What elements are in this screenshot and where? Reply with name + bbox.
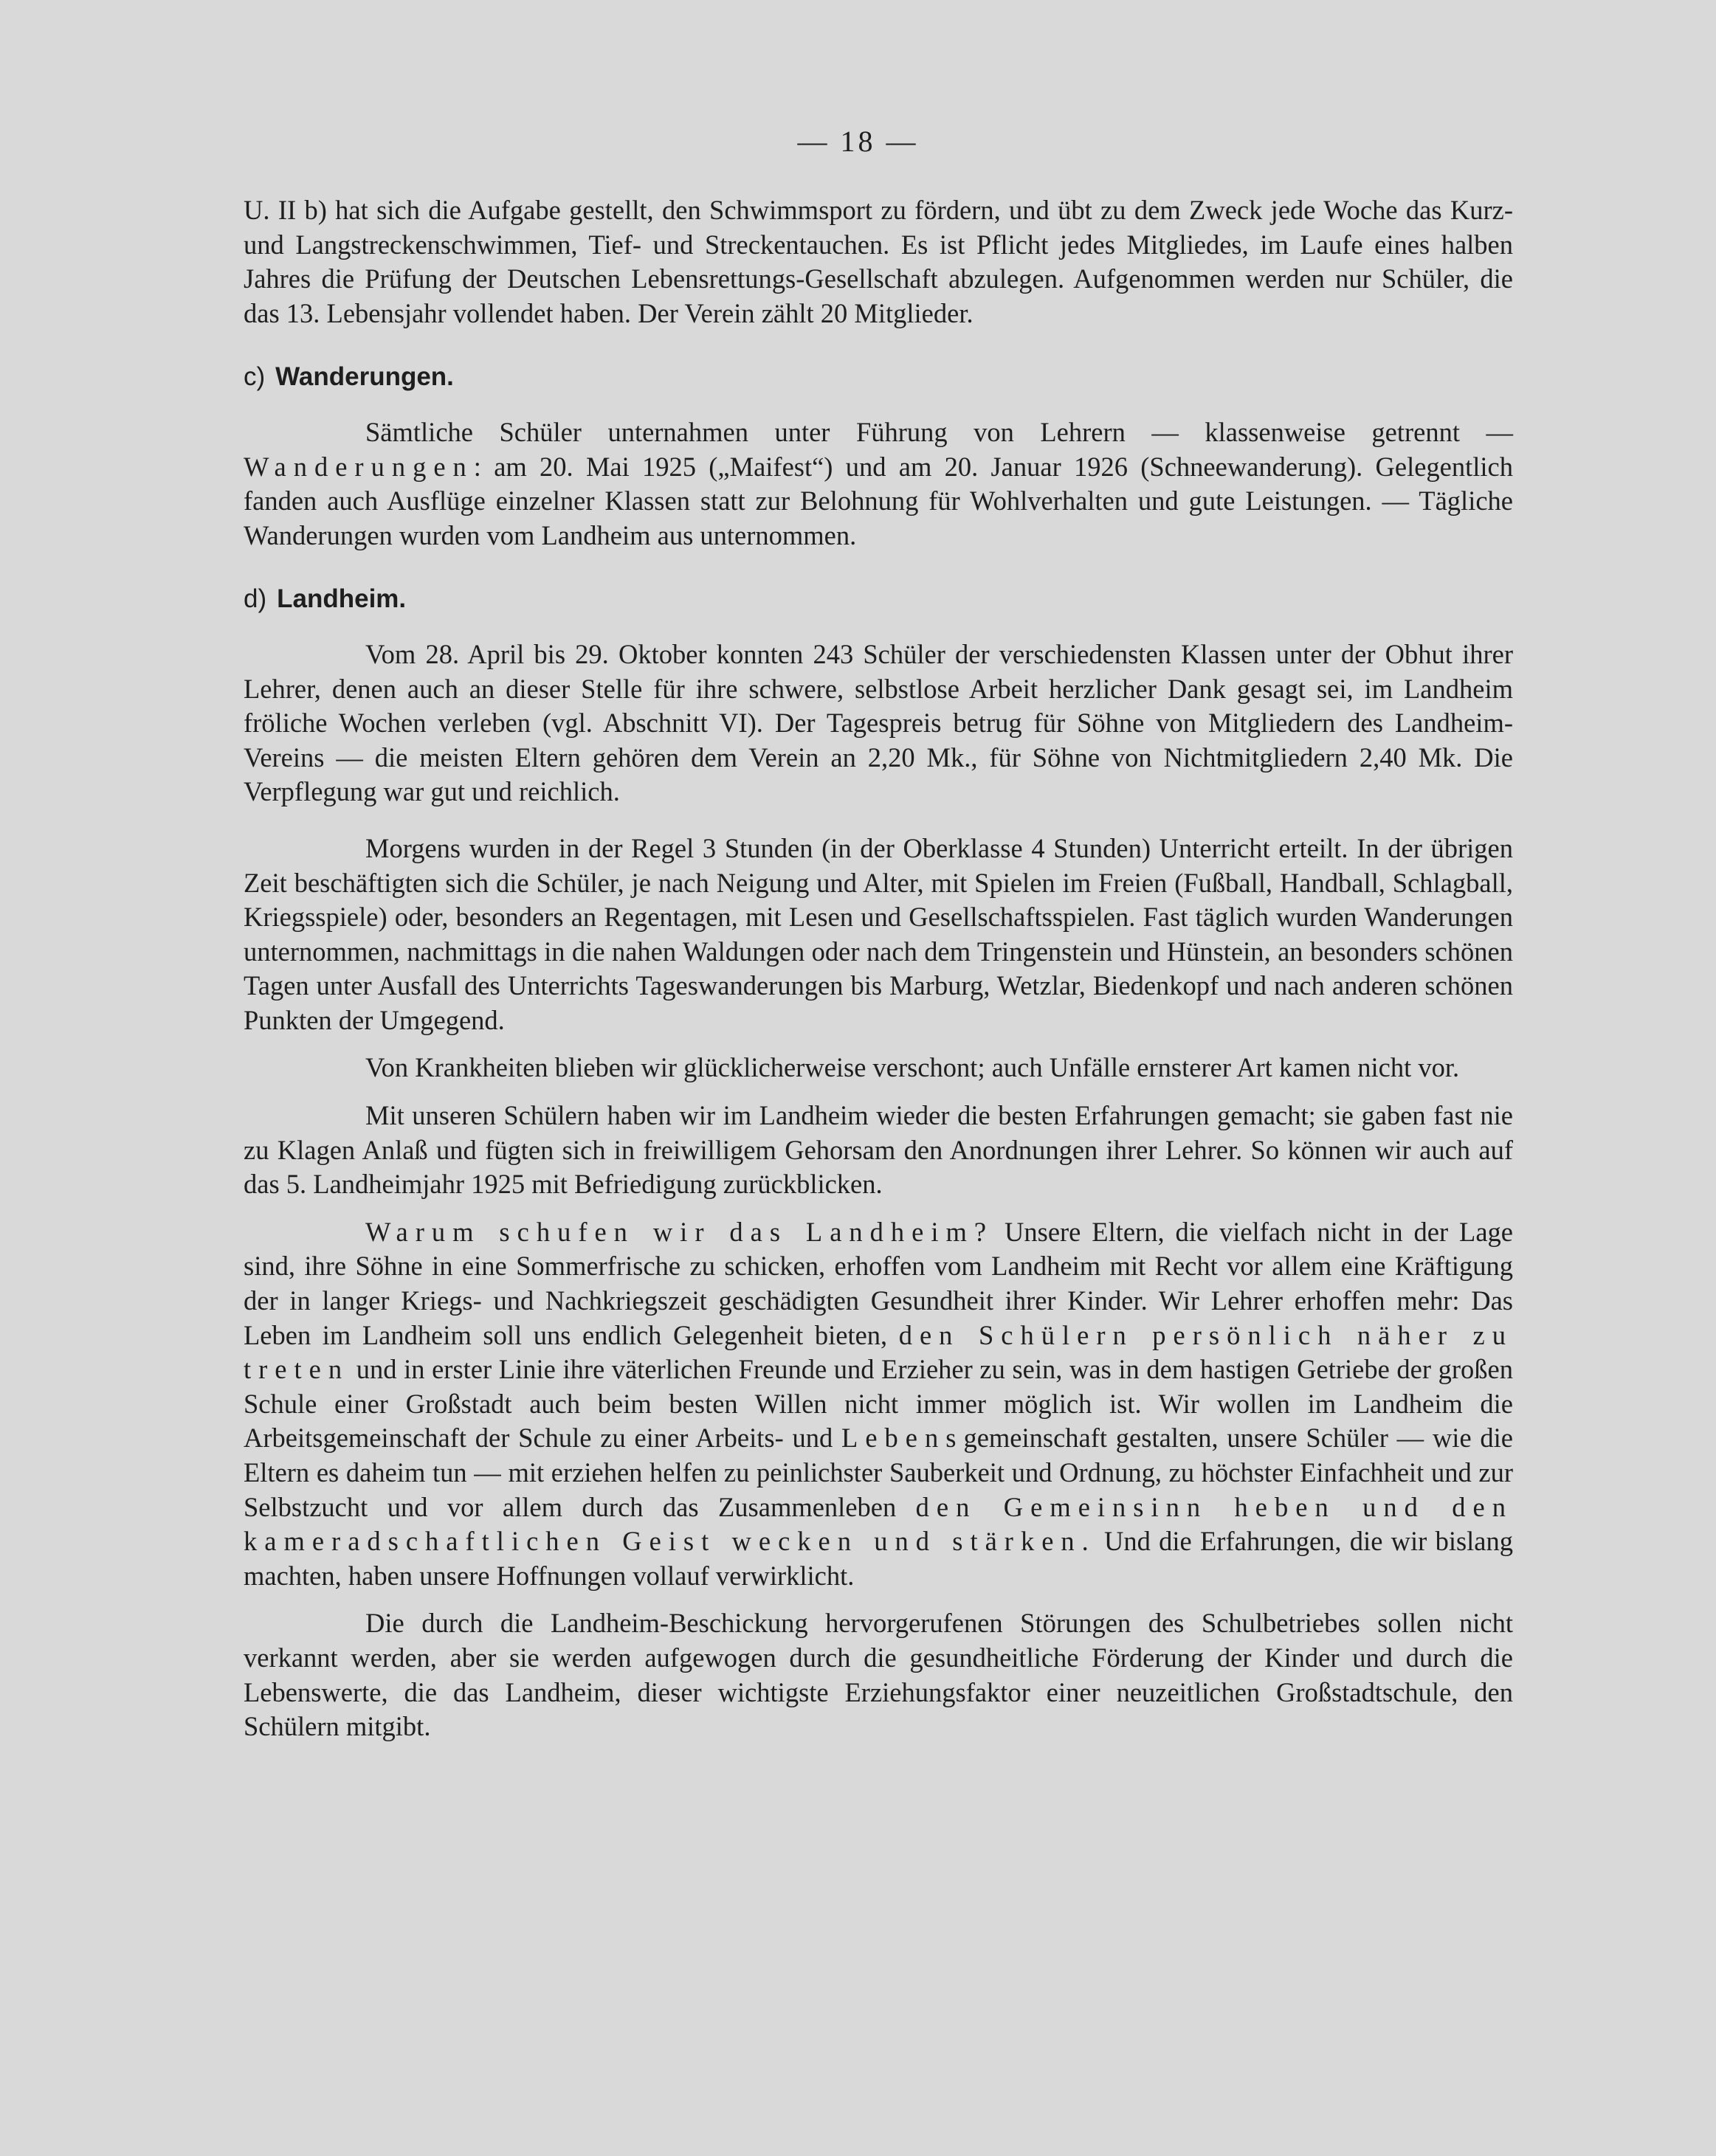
section-c-spaced-word: Wanderungen [244,451,474,482]
text-column [244,193,1513,1744]
section-d-heading [244,582,1513,617]
spaced-phrase-3: den Gemeinsinn heben und den kameradschaftlichen Geist wecken und stärken. [244,1491,1513,1557]
spaced-phrase-1: den Schülern persönlich näher zu treten [244,1319,1513,1385]
paragraph-5-text-3: gemeinschaft gestalten, unsere Schüler — wie die Eltern es daheim tun — mit erziehen helfen zu peinlichster Sauberkeit und Ordnung, zu höchster Einfachheit und zur Selbstzucht und vor allem durch das Zusammenleben [244,1423,1513,1522]
paragraph-5-text-2: und in erster Linie ihre väterlichen Freunde und Erzieher zu sein, was in dem hastigen Getriebe der großen Schule einer Großstadt auch beim besten Willen nicht immer möglich ist. Wir wollen im Landheim die Arbeitsgemeinschaft der Schule zu einer Arbeits- und [244,1354,1513,1454]
paragraph-5-text-4: Und die Erfahrungen, die wir bislang machten, haben unsere Hoffnungen vollauf verwirklicht. [244,1526,1514,1591]
section-d-paragraph-3: Von Krankheiten blieben wir glücklicherweise verschont; auch Unfälle ernsterer Art kamen nicht vor. [365,1052,1460,1083]
section-d-paragraph-4: Mit unseren Schülern haben wir im Landheim wieder die besten Erfahrungen gemacht; sie gaben fast nie zu Klagen Anlaß und fügten sich in freiwilligem Gehorsam den Anordnungen ihrer Lehrer. So können wir auch auf das 5. Landheimjahr 1925 mit Befriedigung zurückblicken. [244,1100,1513,1200]
page-number: — 18 — [797,125,919,158]
section-d-paragraph-5 [244,1215,1513,1594]
section-d-paragraph-2: Morgens wurden in der Regel 3 Stunden (in der Oberklasse 4 Stunden) Unterricht erteilt. In der übrigen Zeit beschäftigten sich die Schüler, je nach Neigung und Alter, mit Spielen im Freien (Fußball, Handball, Schlagball, Kriegsspiele) oder, besonders an Regentagen, mit Lesen und Gesellschaftsspielen. Fast täglich wurden Wanderungen unternommen, nachmittags in die nahen Waldungen oder nach dem Tringenstein und Hünstein, an besonders schönen Tagen unter Ausfall des Unterrichts Tageswanderungen bis Marburg, Wetzlar, Biedenkopf und nach anderen schönen Punkten der Umgegend. [244,832,1513,1035]
section-c-text-start: Sämtliche Schüler unternahmen unter Führung von Lehrern — klassenweise getrennt — [365,416,1513,447]
spaced-phrase-2: Lebens [841,1423,964,1454]
section-c-text-end: : am 20. Mai 1925 („Maifest“) und am 20. Januar 1926 (Schneewanderung). Gelegentlich fanden auch Ausflüge einzelner Klassen statt zur Belohnung für Wohlverhalten und gute Leistungen. — Tägliche Wanderungen wurden vom Landheim aus unternommen. [244,451,1513,550]
section-c-letter: c) [244,362,266,392]
paragraph-5-text-1: Unsere Eltern, die vielfach nicht in der Lage sind, ihre Söhne in eine Sommerfrische zu schicken, erhoffen vom Landheim mit Recht vor allem eine Kräftigung der in langer Kriegs- und Nachkriegszeit geschädigten Gesundheit ihrer Kinder. Wir Lehrer erhoffen mehr: Das Leben im Landheim soll uns endlich Gelegenheit bieten, [244,1216,1513,1350]
section-d-letter: d) [244,584,267,614]
section-d-title: Landheim. [277,584,407,614]
section-d-paragraph-6: Die durch die Landheim-Beschickung hervorgerufenen Störungen des Schulbetriebes sollen nicht verkannt werden, aber sie werden aufgewogen durch die gesundheitliche Förderung der Kinder und durch die Lebenswerte, die das Landheim, dieser wichtigste Erziehungsfaktor einer neuzeitlichen Großstadtschule, den Schülern mitgibt. [244,1608,1513,1742]
section-c-title: Wanderungen. [275,362,454,392]
section-c-paragraph [244,415,1513,553]
spaced-question: Warum schufen wir das Landheim? [365,1216,994,1247]
section-c-heading [244,360,1513,395]
intro-paragraph: U. II b) hat sich die Aufgabe gestellt, den Schwimmsport zu fördern, und übt zu dem Zweck jede Woche das Kurz- und Langstreckenschwimmen, Tief- und Streckentauchen. Es ist Pflicht jedes Mitgliedes, im Laufe eines halben Jahres die Prüfung der Deutschen Lebensrettungs-Gesellschaft abzulegen. Aufgenommen werden nur Schüler, die das 13. Lebensjahr vollendet haben. Der Verein zählt 20 Mitglieder. [244,195,1513,328]
section-d-paragraph-1: Vom 28. April bis 29. Oktober konnten 243 Schüler der verschiedensten Klassen unter der Obhut ihrer Lehrer, denen auch an dieser Stelle für ihre schwere, selbstlose Arbeit herzlicher Dank gesagt sei, im Landheim fröliche Wochen verleben (vgl. Abschnitt VI). Der Tagespreis betrug für Söhne von Mitgliedern des Landheim-Vereins — die meisten Eltern gehören dem Verein an 2,20 Mk., für Söhne von Nichtmitgliedern 2,40 Mk. Die Verpflegung war gut und reichlich. [244,638,1513,807]
